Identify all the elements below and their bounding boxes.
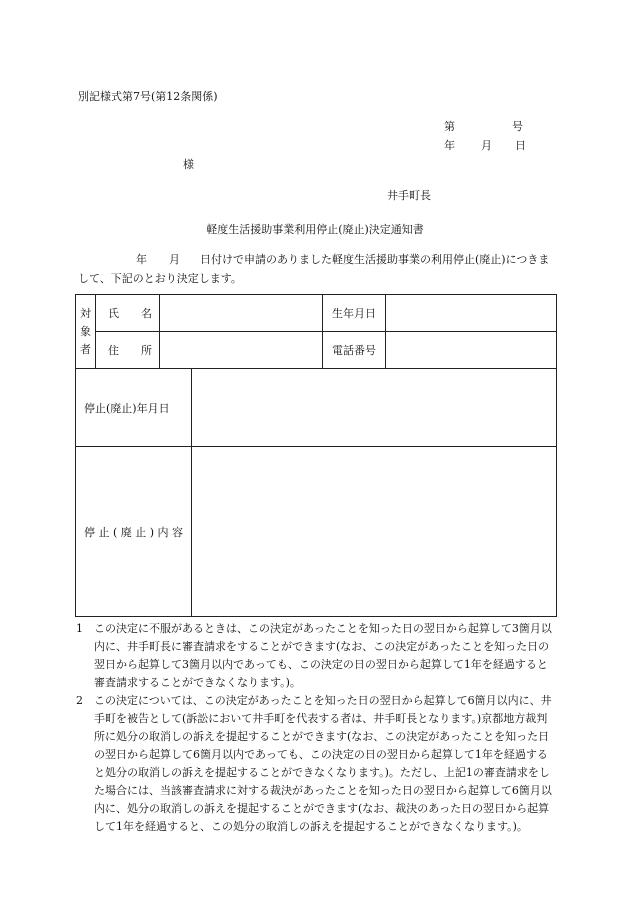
issuer-name: 井手町長 <box>387 189 431 202</box>
note-text: この決定に不服があるときは、この決定があったことを知った日の翌日から起算して3箇月以内に、井手町長に審査請求をすることができます(なお、この決定があったことを知った日の翌日から起算して3箇月以内であっても、この決定の日の翌日から起算して1年を経過すると審査請求することができなくなります。)。 <box>94 622 552 689</box>
issue-date-day: 日 <box>515 139 526 152</box>
issue-date-year: 年 <box>444 139 455 152</box>
document-number-suffix: 号 <box>512 120 523 133</box>
intro-paragraph <box>78 250 554 288</box>
form-label: 別記様式第7号(第12条関係) <box>78 90 218 103</box>
intro-year: 年 <box>136 253 147 266</box>
stop-detail-value-field[interactable] <box>192 447 557 617</box>
note-text: この決定については、この決定があったことを知った日の翌日から起算して6箇月以内に、井手町を被告として(訴訟において井手町を代表する者は、井手町長となります。)京都地方裁判所に処分の取消しの訴えを提起することができます(なお、この決定があったことを知った日の翌日から起算して6箇月以内であっても、この決定の日の翌日から起算して1年を経過すると処分の取消しの訴えを提起することができなくなります。)。ただし、上記1の審査請求をした場合には、当該審査請求に対する裁決があったことを知った日の翌日から起算して6箇月以内に、処分の取消しの訴えを提起することができます(なお、裁決のあった日の翌日から起算して1年を経過すると、この処分の取消しの訴えを提起することができなくなります。)。 <box>94 694 552 833</box>
intro-month: 月 <box>169 253 180 266</box>
stop-detail-label: 停 止 ( 廃 止 ) 内 容 <box>76 447 192 617</box>
subject-label: 対 象 者 <box>76 295 96 369</box>
notes-section <box>76 620 556 836</box>
stop-date-label: 停止(廃止)年月日 <box>76 369 192 447</box>
phone-value-field[interactable] <box>386 332 557 369</box>
addressee-suffix: 様 <box>183 158 194 171</box>
address-label: 住 所 <box>96 332 160 369</box>
name-value-field[interactable] <box>160 295 323 332</box>
phone-label: 電話番号 <box>323 332 386 369</box>
note-item <box>76 692 556 836</box>
note-number: 1 <box>76 622 83 635</box>
name-label: 氏 名 <box>96 295 160 332</box>
birthdate-label: 生年月日 <box>323 295 386 332</box>
note-number: 2 <box>76 694 83 707</box>
address-value-field[interactable] <box>160 332 323 369</box>
document-title: 軽度生活援助事業利用停止(廃止)決定通知書 <box>206 223 424 236</box>
details-table <box>75 294 557 617</box>
birthdate-value-field[interactable] <box>386 295 557 332</box>
stop-date-value-field[interactable] <box>192 369 557 447</box>
intro-text: 日付けで申請のありました軽度生活援助事業の利用停止(廃止)につきまして、下記のとおり決定します。 <box>78 253 550 285</box>
document-number-label: 第 <box>444 120 455 133</box>
note-item <box>76 620 556 692</box>
issue-date-month: 月 <box>481 139 492 152</box>
